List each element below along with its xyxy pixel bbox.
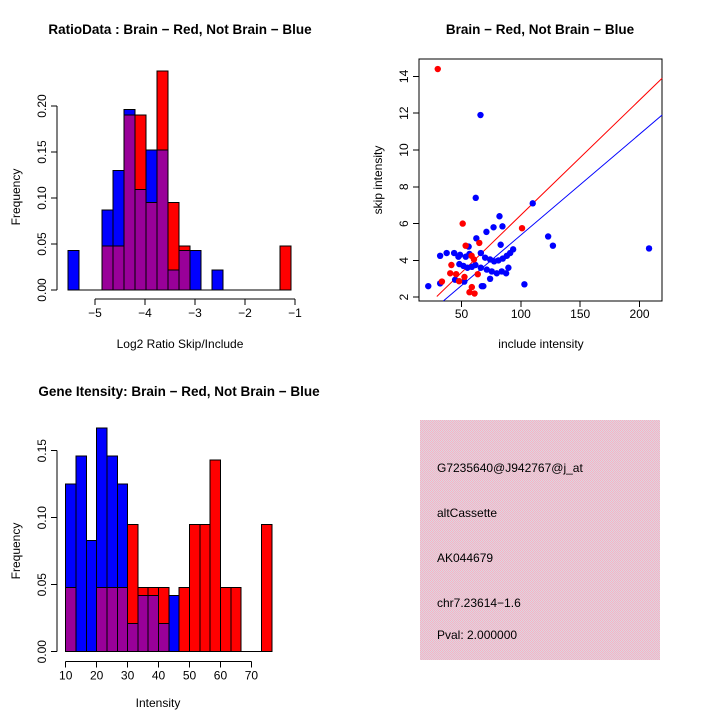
histogram-bar [113, 170, 124, 245]
histogram-bar [159, 624, 169, 652]
ratio-histogram-xlabel: Log2 Ratio Skip/Include [116, 337, 244, 351]
histogram-bar [190, 524, 200, 651]
plot-box [419, 59, 662, 301]
panel-gene-histogram [0, 360, 360, 720]
histogram-bar [102, 246, 113, 290]
scatter-point-not-brain [496, 213, 502, 219]
scatter-xlabel: include intensity [498, 337, 584, 351]
scatter-point-brain [456, 278, 462, 284]
gene-histogram-xlabel: Intensity [135, 696, 181, 710]
scatter-point-not-brain [483, 229, 489, 235]
scatter-point-brain [447, 270, 453, 276]
histogram-bar [169, 595, 179, 651]
histogram-bar [262, 524, 272, 651]
scatter-point-not-brain [545, 233, 551, 239]
x-tick-label: −3 [188, 306, 202, 320]
scatter-point-not-brain [455, 254, 461, 260]
y-tick-label: 8 [397, 183, 411, 191]
ratio-histogram-ylabel: Frequency [9, 168, 23, 226]
scatter-point-not-brain [425, 283, 431, 289]
scatter-point-brain [476, 240, 482, 246]
histogram-bar [146, 203, 157, 290]
scatter-point-brain [462, 242, 468, 248]
y-tick-label: 0.15 [35, 140, 49, 164]
x-tick-label: −4 [138, 306, 152, 320]
y-tick-label: 0.00 [35, 278, 49, 302]
histogram-bar [117, 484, 127, 587]
histogram-bar [107, 587, 117, 651]
scatter-point-brain [471, 290, 477, 296]
histogram-bar [200, 524, 210, 651]
scatter-point-brain [435, 66, 441, 72]
scatter-point-brain [461, 274, 467, 280]
histogram-bar [102, 210, 113, 246]
scatter-point-not-brain [510, 246, 516, 252]
scatter-point-brain [459, 220, 465, 226]
x-tick-label: 200 [629, 307, 650, 321]
histogram-bar [190, 250, 201, 290]
event-type-text: altCassette [437, 506, 498, 520]
histogram-bar [159, 587, 169, 623]
y-tick-label: 0.10 [35, 506, 49, 530]
y-tick-label: 14 [397, 69, 411, 84]
accession-text: AK044679 [437, 551, 494, 565]
scatter-title: Brain − Red, Not Brain − Blue [445, 22, 635, 37]
ratio-histogram-title: RatioData : Brain − Red, Not Brain − Blue [48, 22, 312, 37]
gene-histogram-title: Gene Itensity: Brain − Red, Not Brain − Blue [38, 384, 320, 399]
scatter-point-not-brain [497, 242, 503, 248]
scatter-point-not-brain [477, 112, 483, 118]
histogram-bar [138, 587, 148, 595]
histogram-bar [220, 587, 230, 651]
y-tick-label: 0.00 [35, 640, 49, 664]
scatter-point-brain [453, 271, 459, 277]
y-tick-label: 4 [397, 257, 411, 264]
x-tick-label: −5 [88, 306, 102, 320]
info-box-background [420, 420, 660, 660]
histogram-bar [168, 203, 179, 270]
panel-scatter [360, 0, 720, 360]
scatter-point-brain [448, 262, 454, 268]
histogram-bar [128, 624, 138, 652]
scatter-point-not-brain [530, 200, 536, 206]
x-tick-label: 20 [89, 668, 104, 683]
histogram-bar [148, 595, 158, 651]
histogram-bar [157, 150, 168, 290]
histogram-bar [97, 587, 107, 651]
scatter-point-brain [439, 278, 445, 284]
scatter-point-not-brain [646, 245, 652, 251]
histogram-bar [135, 190, 146, 290]
histogram-bar [117, 587, 127, 651]
x-tick-label: 60 [213, 668, 228, 683]
histogram-bar [68, 250, 79, 290]
histogram-bar [138, 595, 148, 651]
brain-fit-line [437, 78, 662, 296]
scatter-point-not-brain [550, 242, 556, 248]
pval-text: Pval: 2.000000 [437, 628, 518, 642]
histogram-bar [179, 250, 190, 290]
histogram-bar [66, 484, 76, 587]
histogram-bar [66, 587, 76, 651]
scatter-point-not-brain [473, 195, 479, 201]
histogram-bar [157, 71, 168, 150]
scatter-point-not-brain [503, 270, 509, 276]
x-tick-label: 70 [244, 668, 259, 683]
histogram-bar [124, 110, 135, 116]
panel-ratio-histogram [0, 0, 360, 360]
histogram-bar [280, 246, 291, 290]
scatter-plot-layer [397, 59, 662, 321]
x-tick-label: 150 [570, 307, 591, 321]
histogram-bar [179, 246, 190, 251]
y-tick-label: 2 [397, 293, 411, 301]
histogram-bar [97, 428, 107, 587]
y-tick-label: 6 [397, 220, 411, 227]
y-tick-label: 10 [397, 143, 411, 157]
histogram-bar [124, 115, 135, 290]
scatter-point-not-brain [480, 283, 486, 289]
x-tick-label: 30 [120, 668, 135, 683]
ratio-histogram-plot-layer [35, 71, 302, 320]
y-tick-label: 12 [397, 106, 411, 120]
histogram-bar [135, 115, 146, 190]
scatter-point-not-brain [443, 250, 449, 256]
histogram-bar [168, 270, 179, 290]
histogram-bar [128, 524, 138, 623]
histogram-bar [148, 587, 158, 595]
x-tick-label: 50 [182, 668, 197, 683]
x-tick-label: −1 [288, 306, 302, 320]
scatter-point-brain [471, 256, 477, 262]
probe-id-text: G7235640@J942767@j_at [437, 461, 583, 475]
histogram-bar [113, 246, 124, 290]
panel-info-box [360, 360, 720, 720]
histogram-bar [76, 456, 86, 652]
histogram-bar [231, 587, 241, 651]
scatter-point-brain [475, 271, 481, 277]
x-tick-label: −2 [238, 306, 252, 320]
y-tick-label: 0.20 [35, 94, 49, 118]
histogram-bar [179, 587, 189, 651]
scatter-point-not-brain [437, 253, 443, 259]
x-tick-label: 50 [454, 307, 469, 321]
histogram-bar [86, 540, 96, 651]
scatter-point-not-brain [478, 265, 484, 271]
scatter-point-not-brain [472, 262, 478, 268]
x-tick-label: 10 [59, 668, 73, 683]
scatter-point-not-brain [499, 223, 505, 229]
histogram-bar [107, 456, 117, 587]
histogram-bar [146, 150, 157, 202]
scatter-point-not-brain [505, 265, 511, 271]
x-tick-label: 40 [151, 668, 166, 683]
y-tick-label: 0.15 [35, 439, 49, 463]
scatter-point-not-brain [521, 281, 527, 287]
scatter-point-not-brain [487, 276, 493, 282]
gene-histogram-plot-layer [35, 428, 272, 683]
histogram-bar [212, 270, 223, 290]
y-tick-label: 0.10 [35, 186, 49, 210]
gene-histogram-ylabel: Frequency [9, 522, 23, 580]
locus-text: chr7.23614−1.6 [437, 596, 521, 610]
histogram-bar [210, 460, 220, 652]
scatter-point-brain [519, 225, 525, 231]
scatter-point-not-brain [490, 224, 496, 230]
y-tick-label: 0.05 [35, 232, 49, 256]
x-tick-label: 100 [510, 307, 531, 321]
scatter-ylabel: skip intensity [371, 145, 385, 215]
y-tick-label: 0.05 [35, 573, 49, 597]
